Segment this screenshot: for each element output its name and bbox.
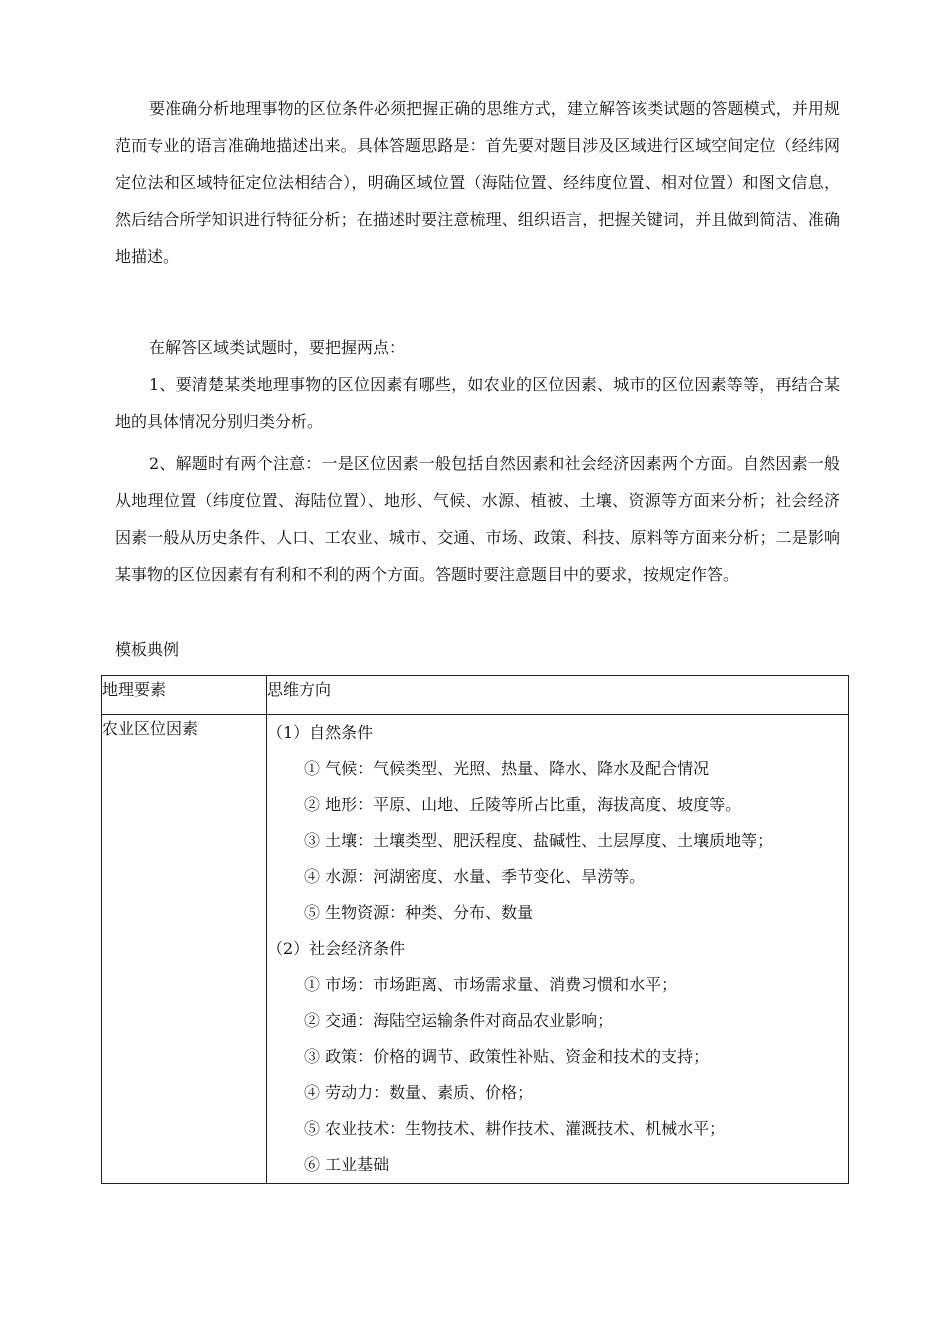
natural-item-water: ④ 水源：河湖密度、水量、季节变化、旱涝等。 xyxy=(304,867,646,886)
natural-item-climate: ① 气候：气候类型、光照、热量、降水、降水及配合情况 xyxy=(304,759,710,778)
template-table xyxy=(101,675,849,1184)
content-cell xyxy=(267,715,849,1184)
natural-item-terrain: ② 地形：平原、山地、丘陵等所占比重，海拔高度、坡度等。 xyxy=(304,795,742,814)
table-row xyxy=(102,715,849,1184)
natural-conditions-title: （1）自然条件 xyxy=(267,723,374,742)
social-item-labor: ④ 劳动力：数量、素质、价格； xyxy=(304,1083,534,1102)
table-header-row xyxy=(102,676,849,715)
natural-item-biology: ⑤ 生物资源：种类、分布、数量 xyxy=(304,903,534,922)
point-2-paragraph: 2、解题时有两个注意：一是区位因素一般包括自然因素和社会经济因素两个方面。自然因素一般从地理位置（纬度位置、海陆位置）、地形、气候、水源、植被、土壤、资源等方面来分析；社会经济因素一般从历史条件、人口、工农业、城市、交通、市场、政策、科技、原料等方面来分析；二是影响某事物的区位因素有有利和不利的两个方面。答题时要注意题目中的要求，按规定作答。 xyxy=(115,454,840,584)
natural-item-soil: ③ 土壤：土壤类型、肥沃程度、盐碱性、土层厚度、土壤质地等； xyxy=(304,831,774,850)
social-item-market: ① 市场：市场距离、市场需求量、消费习惯和水平； xyxy=(304,975,678,994)
template-caption: 模板典例 xyxy=(115,640,180,659)
social-item-technology: ⑤ 农业技术：生物技术、耕作技术、灌溉技术、机械水平； xyxy=(304,1119,726,1138)
factor-cell: 农业区位因素 xyxy=(102,715,267,1184)
two-points-heading: 在解答区域类试题时，要把握两点： xyxy=(149,338,406,357)
point-1-paragraph: 1、要清楚某类地理事物的区位因素有哪些，如农业的区位因素、城市的区位因素等等，再结合某地的具体情况分别归类分析。 xyxy=(115,375,840,431)
social-conditions-title: （2）社会经济条件 xyxy=(267,939,406,958)
social-item-industry: ⑥ 工业基础 xyxy=(304,1155,390,1174)
social-item-transport: ② 交通：海陆空运输条件对商品农业影响； xyxy=(304,1011,614,1030)
header-geo-element: 地理要素 xyxy=(102,676,267,715)
intro-paragraph: 要准确分析地理事物的区位条件必须把握正确的思维方式，建立解答该类试题的答题模式，并用规范而专业的语言准确地描述出来。具体答题思路是：首先要对题目涉及区域进行区域空间定位（经纬网定位法和区域特征定位法相结合），明确区域位置（海陆位置、经纬度位置、相对位置）和图文信息，然后结合所学知识进行特征分析；在描述时要注意梳理、组织语言，把握关键词，并且做到简洁、准确地描述。 xyxy=(115,99,840,266)
social-item-policy: ③ 政策：价格的调节、政策性补贴、资金和技术的支持； xyxy=(304,1047,710,1066)
header-thinking-direction: 思维方向 xyxy=(267,676,849,715)
